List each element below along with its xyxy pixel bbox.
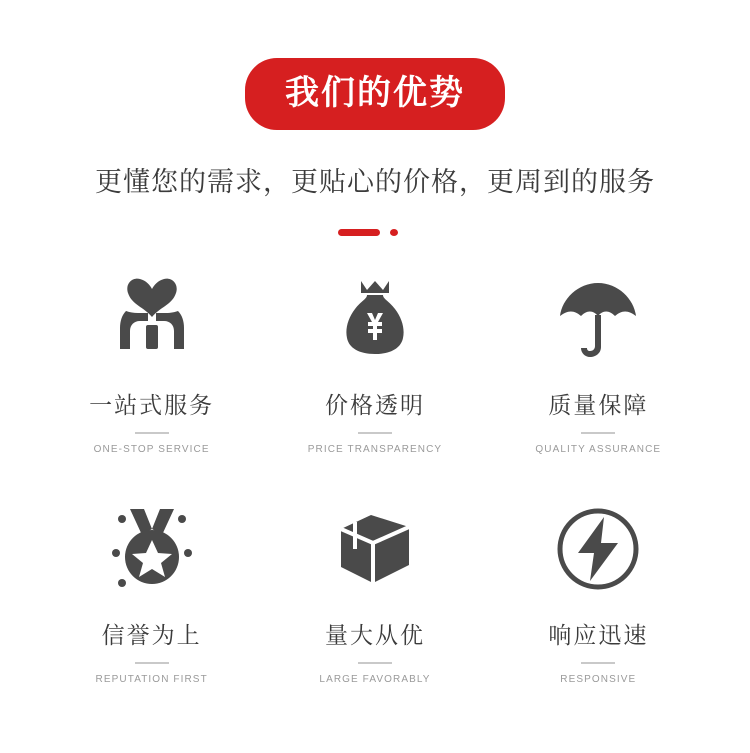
decorative-divider	[280, 225, 470, 239]
feature-item	[40, 497, 263, 727]
feature-item	[40, 267, 263, 497]
feature-rule	[581, 662, 615, 664]
divider-bar	[338, 229, 380, 236]
page-title: 我们的优势	[245, 58, 505, 130]
feature-label: 信誉为上	[101, 622, 202, 648]
heart-in-hands-icon	[104, 267, 200, 371]
feature-item	[487, 497, 710, 727]
feature-sublabel: PRICE TRANSPARENCY	[307, 444, 443, 455]
feature-label: 响应迅速	[548, 622, 649, 648]
box-package-icon	[325, 497, 425, 601]
lightning-bolt-circle-icon	[550, 497, 646, 601]
feature-item	[263, 267, 486, 497]
umbrella-icon	[550, 267, 646, 371]
divider-dot	[390, 229, 398, 236]
feature-sublabel: ONE-STOP SERVICE	[93, 444, 210, 455]
feature-rule	[581, 432, 615, 434]
money-bag-yen-icon	[327, 267, 423, 371]
feature-label: 一站式服务	[89, 392, 215, 418]
feature-item	[487, 267, 710, 497]
feature-sublabel: QUALITY ASSURANCE	[535, 444, 662, 455]
feature-label: 质量保障	[548, 392, 649, 418]
feature-label: 量大从优	[324, 622, 425, 648]
page-header	[0, 0, 750, 239]
feature-rule	[358, 432, 392, 434]
features-grid	[0, 267, 750, 727]
feature-sublabel: LARGE FAVORABLY	[319, 674, 431, 685]
feature-rule	[358, 662, 392, 664]
feature-rule	[135, 432, 169, 434]
feature-label: 价格透明	[324, 392, 425, 418]
page-subtitle: 更懂您的需求，更贴心的价格，更周到的服务	[95, 167, 655, 197]
medal-star-icon	[102, 497, 202, 601]
feature-rule	[135, 662, 169, 664]
feature-sublabel: REPUTATION FIRST	[95, 674, 208, 685]
feature-sublabel: RESPONSIVE	[560, 674, 637, 685]
feature-item	[263, 497, 486, 727]
